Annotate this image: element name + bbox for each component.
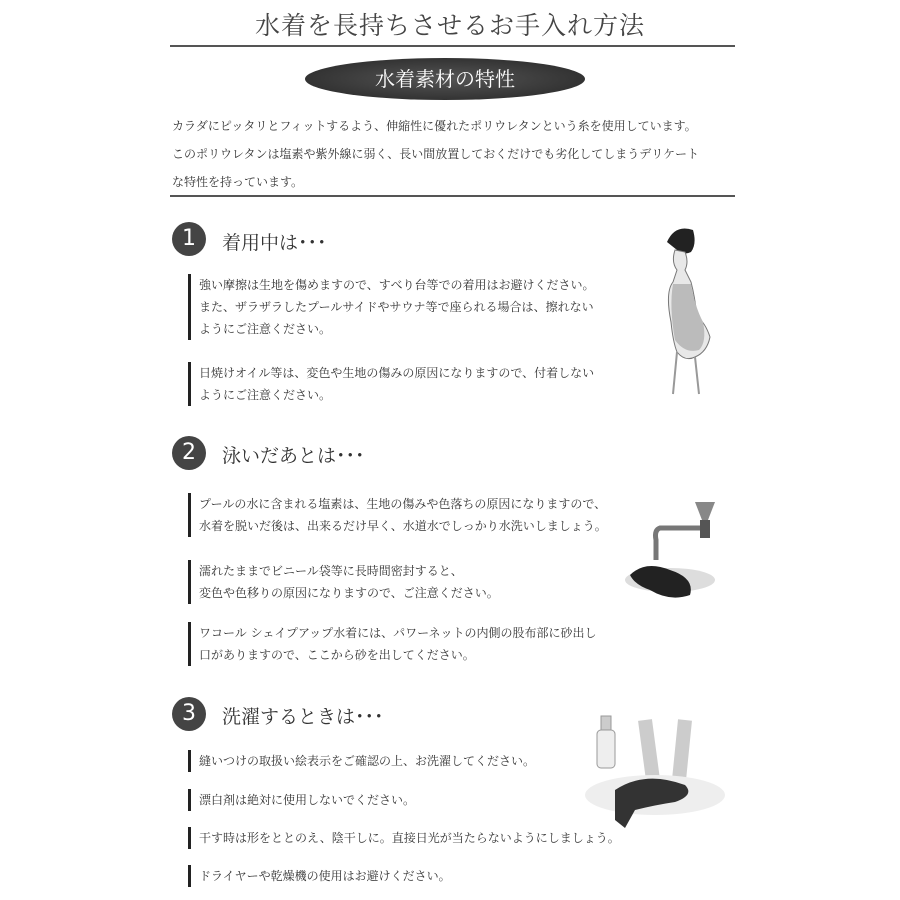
section-number: 1 [172, 222, 206, 256]
section-heading: 洗濯するときは･･･ [222, 706, 384, 728]
note-line: 強い摩擦は生地を傷めますので、すべり台等での着用はお避けください。 [199, 278, 595, 292]
note-line: 濡れたままでビニール袋等に長時間密封すると、 [199, 564, 463, 578]
intro-line: このポリウレタンは塩素や紫外線に弱く、長い間放置しておくだけでも劣化してしまうデリケート [172, 147, 700, 161]
intro-line: カラダにピッタリとフィットするよう、伸縮性に優れたポリウレタンという糸を使用しています。 [172, 119, 697, 133]
intro-line: な特性を持っています。 [172, 175, 304, 189]
hand-washing-illustration [575, 710, 725, 835]
note-line: 水着を脱いだ後は、出来るだけ早く、水道水でしっかり水洗いしましょう。 [199, 519, 607, 533]
note-line: ようにご注意ください。 [199, 388, 332, 402]
note-line: プールの水に含まれる塩素は、生地の傷みや色落ちの原因になりますので、 [199, 497, 607, 511]
note-line: ようにご注意ください。 [199, 322, 332, 336]
note-line: 変色や色移りの原因になりますので、ご注意ください。 [199, 586, 499, 600]
material-heading: 水着素材の特性 [305, 58, 585, 100]
note-line: 漂白剤は絶対に使用しないでください。 [199, 793, 416, 807]
section-heading: 泳いだあとは･･･ [222, 445, 365, 467]
divider [170, 195, 735, 197]
section-number: 2 [172, 436, 206, 470]
note-block [188, 750, 535, 772]
faucet-illustration [600, 490, 730, 615]
note-block [188, 493, 607, 537]
note-line: ドライヤーや乾燥機の使用はお避けください。 [199, 869, 451, 883]
page-title: 水着を長持ちさせるお手入れ方法 [254, 11, 645, 40]
section-number: 3 [172, 697, 206, 731]
note-block [188, 827, 620, 849]
note-line: また、ザラザラしたプールサイドやサウナ等で座られる場合は、擦れない [199, 300, 594, 314]
note-block [188, 560, 499, 604]
note-line: 干す時は形をととのえ、陰干しに。直接日光が当たらないようにしましょう。 [199, 831, 620, 845]
divider [170, 45, 735, 47]
note-block [188, 622, 597, 666]
note-line: 口がありますので、ここから砂を出してください。 [199, 648, 475, 662]
note-line: 縫いつけの取扱い絵表示をご確認の上、お洗濯してください。 [199, 754, 536, 768]
note-block [188, 789, 415, 811]
section-heading: 着用中は･･･ [222, 232, 327, 254]
swimmer-illustration [655, 222, 725, 397]
note-line: ワコール シェイプアップ水着には、パワーネットの内側の股布部に砂出し [199, 626, 597, 640]
note-block [188, 274, 595, 340]
note-block [188, 362, 594, 406]
material-description [172, 112, 742, 196]
note-block [188, 865, 451, 887]
note-line: 日焼けオイル等は、変色や生地の傷みの原因になりますので、付着しない [199, 366, 595, 380]
